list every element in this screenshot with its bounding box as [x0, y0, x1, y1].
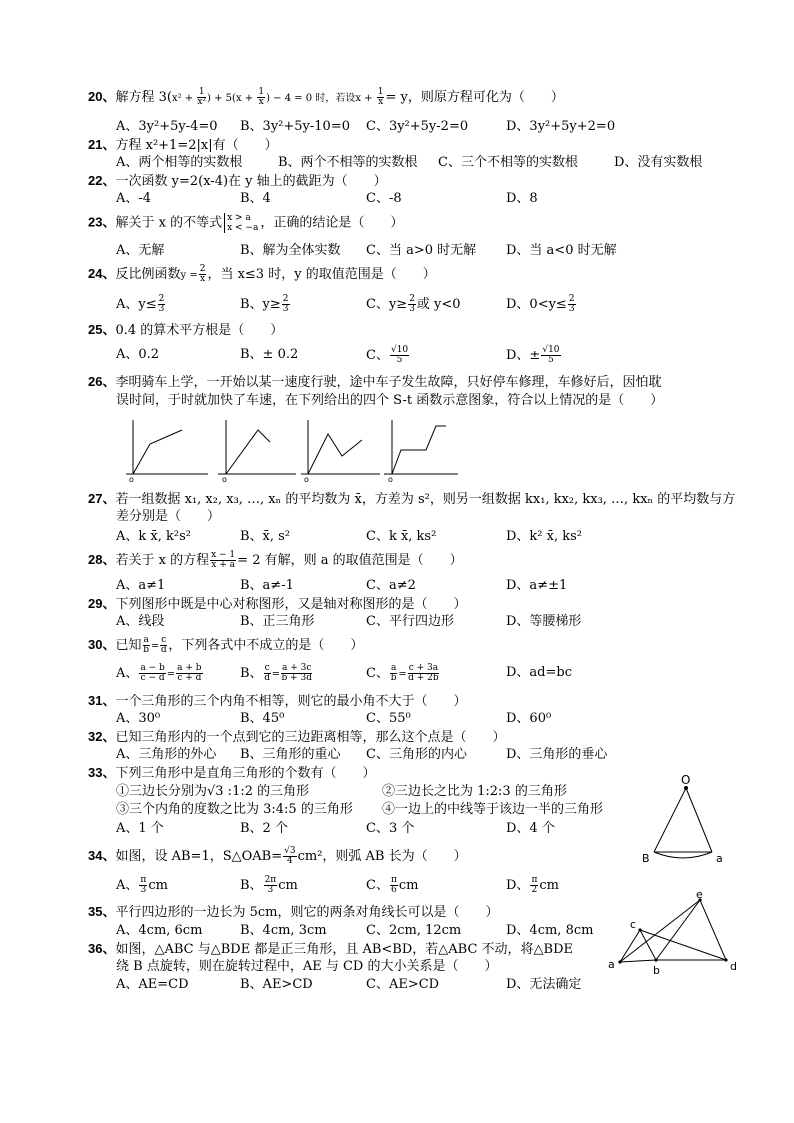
option-b[interactable]: B、两个不相等的实数根	[278, 155, 418, 170]
option-d[interactable]: D、a≠±1	[506, 578, 568, 593]
statement-3: ③三个内角的度数之比为 3:4:5 的三角形	[116, 802, 353, 817]
option-b[interactable]: B、正三角形	[240, 614, 315, 629]
question-20: 20、解方程 3(x² + $\frac{1}{\text{x²}}$ ) + 5(x + $\frac{1}{x}$ ) − 4 = 0 时，若设x + $\frac{1}{x}$ = y，则原方程可化为（ ）	[88, 87, 564, 107]
option-a[interactable]: A、0.2	[116, 347, 160, 362]
question-27-line2: 差分别是（ ）	[116, 509, 221, 524]
question-21: 21、方程 x²+1=2|x|有（ ）	[88, 137, 278, 153]
fraction: $\frac{1}{\text{x²}}$	[197, 87, 207, 107]
options-25	[116, 346, 756, 370]
option-b[interactable]: B、 $\frac{2\pi}{3}$ cm	[240, 875, 298, 895]
option-b[interactable]: B、x̄, s²	[240, 529, 291, 544]
question-24: 24、反比例函数y = $\frac{2}{x}$ ，当 x≤3 时，y 的取值范围是（ ）	[88, 264, 436, 284]
label-o: O	[681, 774, 691, 787]
question-number: 27	[88, 491, 103, 506]
options-30	[116, 664, 756, 688]
option-c[interactable]: C、3 个	[366, 821, 415, 836]
option-b[interactable]: B、AE>CD	[240, 977, 313, 992]
label-c: c	[630, 918, 637, 931]
origin-label: o	[129, 475, 134, 484]
options-36	[116, 976, 756, 994]
inequality-system: x > a x < −a	[224, 213, 258, 233]
option-a[interactable]: A、a≠1	[116, 578, 166, 593]
question-number: 31	[88, 693, 103, 708]
question-22: 22、一次函数 y=2(x-4)在 y 轴上的截距为（ ）	[88, 173, 387, 189]
option-d[interactable]: D、ad=bc	[506, 665, 572, 680]
option-b[interactable]: B、 $\frac{c}{d}$ = $\frac{a + 3c}{b + 3d}$	[240, 663, 312, 683]
option-c[interactable]: C、三个不相等的实数根	[438, 155, 578, 170]
option-a[interactable]: A、三角形的外心	[116, 747, 217, 762]
option-b[interactable]: B、± 0.2	[240, 347, 299, 362]
question-number: 20	[88, 89, 103, 104]
question-number: 28	[88, 552, 103, 567]
option-a[interactable]: A、 $\frac{\pi}{3}$ cm	[116, 875, 168, 895]
question-30: 30、已知 $\frac{a}{b}$ = $\frac{c}{d}$ ，下列各式中不成立的是（ ）	[88, 635, 364, 655]
fraction: $\frac{2}{x}$	[199, 264, 206, 284]
fraction: $\frac{x - 1}{x + a}$	[211, 550, 236, 570]
option-c[interactable]: C、AE>CD	[366, 977, 440, 992]
option-b[interactable]: B、a≠-1	[240, 578, 294, 593]
question-28: 28、若关于 x 的方程 $\frac{x - 1}{x + a}$ = 2 有解，则 a 的取值范围是（ ）	[88, 550, 463, 570]
question-number: 34	[88, 848, 103, 863]
question-36: 36、如图，△ABC 与△BDE 都是正三角形，且 AB<BD，若△ABC 不动，将△BDE	[88, 941, 574, 957]
question-number: 23	[88, 214, 103, 230]
option-c[interactable]: C、2cm, 12cm	[366, 923, 462, 938]
graph-c[interactable]	[301, 420, 380, 474]
question-number: 21	[88, 137, 103, 152]
label-b: b	[653, 964, 660, 977]
option-c[interactable]: C、k x̄, ks²	[366, 529, 437, 544]
fraction: $\frac{1}{x}$	[258, 87, 265, 107]
option-b[interactable]: B、解为全体实数	[240, 243, 341, 258]
origin-label: o	[388, 475, 393, 484]
question-33: 33、下列三角形中是直角三角形的个数有（ ）	[88, 765, 376, 781]
options-31	[116, 710, 756, 728]
label-d: d	[730, 960, 737, 973]
statement-2: ②三边长之比为 1:2:3 的三角形	[382, 784, 567, 799]
fraction: $\frac{1}{x}$	[377, 87, 384, 107]
option-a[interactable]: A、y≤ $\frac{2}{3}$	[116, 294, 165, 314]
option-c[interactable]: C、y≥ $\frac{2}{3}$ 或 y<0	[366, 294, 461, 314]
label-a: a	[716, 852, 723, 865]
option-d[interactable]: D、4cm, 8cm	[506, 923, 594, 938]
options-28	[116, 577, 756, 595]
options-20	[116, 118, 756, 136]
option-d[interactable]: D、± $\frac{√10}{5}$	[506, 345, 560, 365]
option-a[interactable]: A、-4	[116, 191, 152, 206]
question-36-line2: 绕 B 点旋转，则在旋转过程中，AE 与 CD 的大小关系是（ ）	[116, 959, 498, 974]
question-number: 24	[88, 266, 103, 281]
option-d[interactable]: D、当 a<0 时无解	[506, 243, 617, 258]
triangles-figure	[604, 890, 750, 978]
question-25: 25、0.4 的算术平方根是（ ）	[88, 322, 284, 338]
option-d[interactable]: D、 $\frac{\pi}{2}$ cm	[506, 875, 559, 895]
option-b[interactable]: B、y≥ $\frac{2}{3}$	[240, 294, 289, 314]
options-27	[116, 528, 756, 546]
question-27: 27、若一组数据 x₁, x₂, x₃, …, xₙ 的平均数为 x̄，方差为 s²，则另一组数据 kx₁, kx₂, kx₃, …, kxₙ 的平均数与方	[88, 491, 736, 507]
option-a[interactable]: A、两个相等的实数根	[116, 155, 243, 170]
option-a[interactable]: A、 $\frac{a - b}{c - d}$ = $\frac{a + b}{c + d}$	[116, 663, 202, 683]
option-b[interactable]: B、4cm, 3cm	[240, 923, 327, 938]
question-31: 31、一个三角形的三个内角不相等，则它的最小角不大于（ ）	[88, 693, 467, 709]
option-b[interactable]: B、4	[240, 191, 271, 206]
question-26-line2: 误时间，于时就加快了车速，在下列给出的四个 S-t 函数示意图象，符合以上情况的是（ ）	[116, 393, 664, 408]
option-c[interactable]: C、 $\frac{a}{b}$ = $\frac{c + 3a}{d + 2b}$	[366, 663, 439, 683]
option-d[interactable]: D、0<y≤ $\frac{2}{3}$	[506, 294, 575, 314]
question-23: 23、解关于 x 的不等式 x > a x < −a ，正确的结论是（ ）	[88, 213, 404, 233]
option-c[interactable]: C、3y²+5y-2=0	[366, 119, 469, 134]
question-number: 22	[88, 173, 103, 188]
statement-4: ④一边上的中线等于该边一半的三角形	[382, 802, 604, 817]
option-a[interactable]: A、无解	[116, 243, 165, 258]
option-d[interactable]: D、3y²+5y+2=0	[506, 119, 616, 134]
label-b: B	[642, 852, 650, 865]
question-number: 35	[88, 904, 103, 919]
options-21	[116, 154, 756, 172]
question-29: 29、下列图形中既是中心对称图形，又是轴对称图形的是（ ）	[88, 596, 467, 612]
origin-label: o	[222, 475, 227, 484]
option-d[interactable]: D、没有实数根	[614, 155, 703, 170]
option-a[interactable]: A、线段	[116, 614, 165, 629]
option-a[interactable]: A、4cm, 6cm	[116, 923, 203, 938]
label-e: e	[696, 890, 703, 901]
option-a[interactable]: A、k x̄, k²s²	[116, 529, 191, 544]
option-b[interactable]: B、2 个	[240, 821, 288, 836]
options-29	[116, 613, 756, 631]
question-32: 32、已知三角形内的一个点到它的三边距离相等，那么这个点是（ ）	[88, 729, 506, 745]
option-d[interactable]: D、三角形的垂心	[506, 747, 608, 762]
option-d[interactable]: D、60⁰	[506, 711, 552, 726]
question-35: 35、平行四边形的一边长为 5cm，则它的两条对角线长可以是（ ）	[88, 904, 499, 920]
option-d[interactable]: D、等腰梯形	[506, 614, 582, 629]
option-d[interactable]: D、4 个	[506, 821, 555, 836]
options-32	[116, 746, 756, 764]
question-26: 26、李明骑车上学，一开始以某一速度行驶，途中车子发生故障，只好停车修理，车修好后，因怕耽	[88, 374, 662, 390]
statement-1: ①三边长分别为√3 :1:2 的三角形	[116, 784, 310, 799]
st-graph-set	[118, 418, 468, 484]
question-34: 34、如图，设 AB=1，S△OAB= $\frac{√3}{4}$ cm²，则弧 AB 长为（ ）	[88, 846, 467, 866]
option-c[interactable]: C、-8	[366, 191, 402, 206]
option-b[interactable]: B、三角形的重心	[240, 747, 341, 762]
option-c[interactable]: C、当 a>0 时无解	[366, 243, 477, 258]
origin-label: o	[304, 475, 309, 484]
option-b[interactable]: B、45⁰	[240, 711, 285, 726]
option-a[interactable]: A、1 个	[116, 821, 164, 836]
option-c[interactable]: C、a≠2	[366, 578, 416, 593]
graph-a[interactable]	[126, 420, 208, 474]
graph-b[interactable]	[218, 420, 296, 474]
option-c[interactable]: C、平行四边形	[366, 614, 454, 629]
option-a[interactable]: A、30⁰	[116, 711, 161, 726]
options-23	[116, 242, 756, 260]
option-c[interactable]: C、 $\frac{\pi}{6}$ cm	[366, 875, 419, 895]
option-a[interactable]: A、3y²+5y-4=0	[116, 119, 218, 134]
option-d[interactable]: D、8	[506, 191, 538, 206]
question-number: 29	[88, 596, 103, 611]
option-b[interactable]: B、3y²+5y-10=0	[240, 119, 350, 134]
st-graphs	[118, 418, 468, 488]
question-number: 26	[88, 374, 103, 389]
question-number: 36	[88, 941, 103, 956]
option-c[interactable]: C、55⁰	[366, 711, 411, 726]
label-a: a	[608, 958, 615, 971]
option-a[interactable]: A、AE=CD	[116, 977, 189, 992]
sector-figure	[636, 774, 732, 866]
option-c[interactable]: C、 $\frac{√10}{5}$	[366, 345, 409, 365]
graph-d[interactable]	[384, 420, 458, 474]
question-number: 32	[88, 729, 103, 744]
question-number: 25	[88, 322, 103, 337]
options-24	[116, 295, 756, 319]
options-22	[116, 190, 756, 208]
question-number: 30	[88, 637, 103, 652]
option-d[interactable]: D、k² x̄, ks²	[506, 529, 583, 544]
option-d[interactable]: D、无法确定	[506, 977, 582, 992]
option-c[interactable]: C、三角形的内心	[366, 747, 467, 762]
question-number: 33	[88, 765, 103, 780]
